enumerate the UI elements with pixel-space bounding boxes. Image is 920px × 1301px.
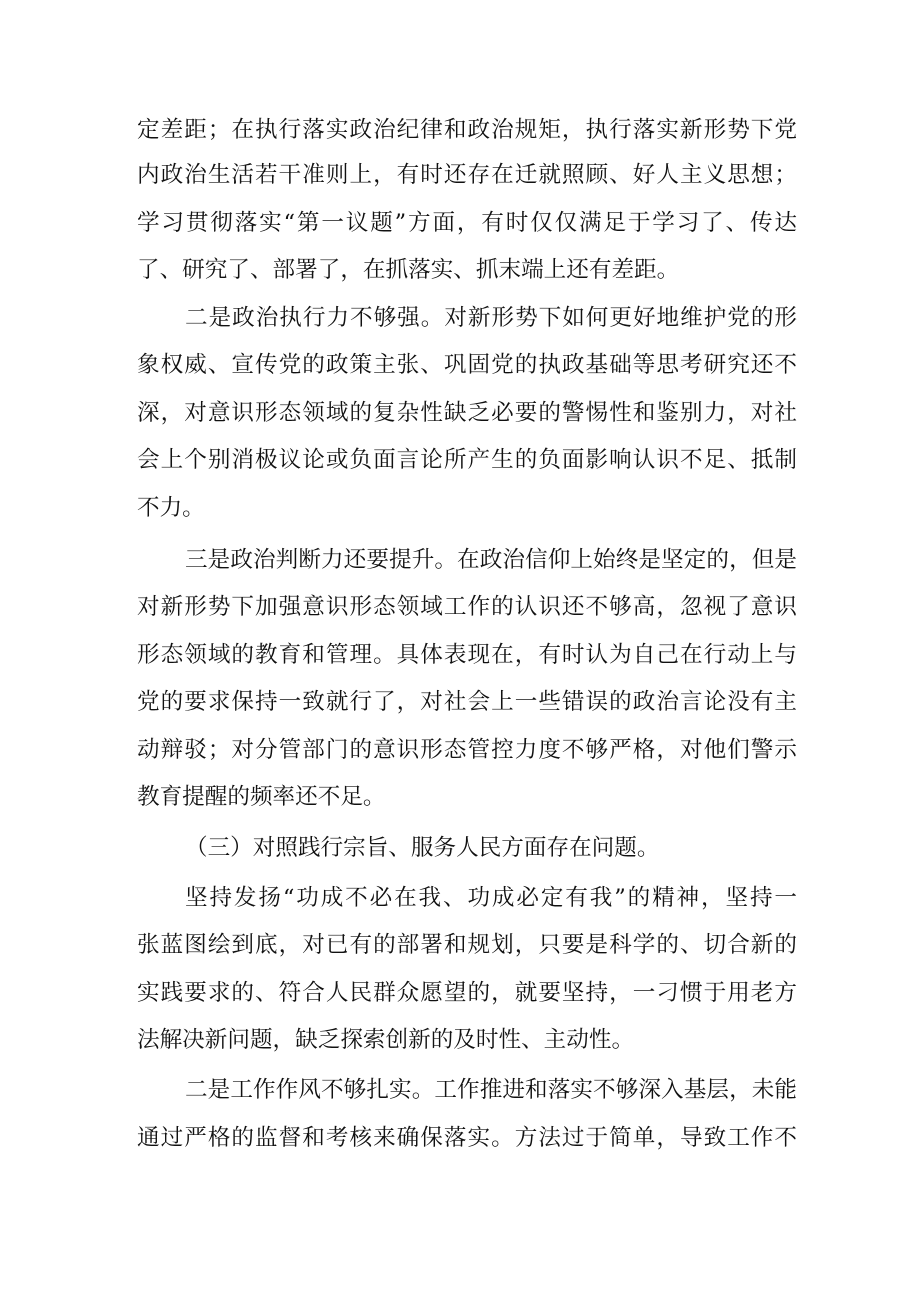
text-line: 党的要求保持一致就行了，对社会上一些错误的政治言论没有主 (137, 689, 797, 715)
text-line: 形态领域的教育和管理。具体表现在，有时认为自己在行动上与 (137, 642, 797, 668)
text-line: 动辩驳；对分管部门的意识形态管控力度不够严格，对他们警示 (137, 737, 797, 763)
section-heading: （三）对照践行宗旨、服务人民方面存在问题。 (185, 835, 660, 861)
paragraph-first-line: 坚持发扬“功成不必在我、功成必定有我”的精神，坚持一 (185, 885, 797, 911)
text-line: 法解决新问题，缺乏探索创新的及时性、主动性。 (137, 1027, 635, 1053)
text-line: 通过严格的监督和考核来确保落实。方法过于简单，导致工作不 (137, 1125, 797, 1151)
text-line: 不力。 (137, 495, 205, 521)
text-line: 张蓝图绘到底，对已有的部署和规划，只要是科学的、切合新的 (137, 932, 797, 958)
text-line: 对新形势下加强意识形态领域工作的认识还不够高，忽视了意识 (137, 594, 797, 620)
text-line: 教育提醒的频率还不足。 (137, 784, 386, 810)
text-line: 实践要求的、符合人民群众愿望的，就要坚持，一刁惯于用老方 (137, 980, 797, 1006)
text-line: 象权威、宣传党的政策主张、巩固党的执政基础等思考研究还不 (137, 352, 797, 378)
text-line: 内政治生活若干准则上，有时还存在迁就照顾、好人主义思想； (137, 162, 797, 188)
text-line: 定差距；在执行落实政治纪律和政治规矩，执行落实新形势下党 (137, 117, 797, 143)
text-line: 深，对意识形态领域的复杂性缺乏必要的警惕性和鉴别力，对社 (137, 400, 797, 426)
paragraph-first-line: 二是工作作风不够扎实。工作推进和落实不够深入基层，未能 (185, 1077, 797, 1103)
text-line: 会上个别消极议论或负面言论所产生的负面影响认识不足、抵制 (137, 447, 797, 473)
text-line: 了、研究了、部署了，在抓落实、抓末端上还有差距。 (137, 257, 680, 283)
paragraph-first-line: 三是政治判断力还要提升。在政治信仰上始终是坚定的，但是 (185, 547, 797, 573)
paragraph-first-line: 二是政治执行力不够强。对新形势下如何更好地维护党的形 (185, 305, 797, 331)
text-line: 学习贯彻落实“第一议题”方面，有时仅仅满足于学习了、传达 (137, 210, 797, 236)
